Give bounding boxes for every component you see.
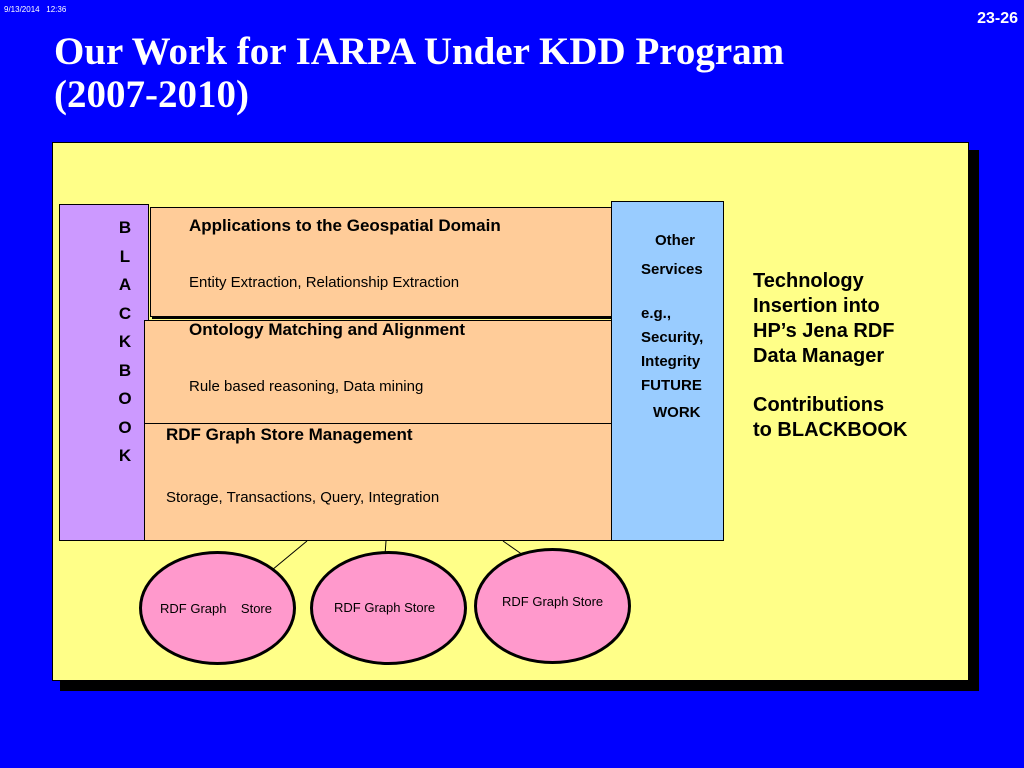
- other-services-line: Services: [641, 261, 703, 278]
- blackbook-letter: O: [118, 417, 132, 437]
- blackbook-letter: L: [119, 246, 131, 266]
- rdf-store-layer-subtitle: Storage, Transactions, Query, Integration: [166, 489, 440, 506]
- blackbook-letter: B: [118, 218, 132, 237]
- datestamp: 9/13/2014 12:36: [4, 5, 67, 14]
- other-services-line: Integrity: [641, 353, 701, 370]
- technology-insertion-line: Data Manager: [753, 345, 885, 367]
- rdf-graph-store-3-label: RDF Graph Store: [502, 594, 604, 609]
- other-services-box: [611, 201, 724, 541]
- technology-insertion-note: [753, 269, 895, 369]
- blackbook-letter: K: [118, 332, 132, 351]
- other-services-line: WORK: [653, 404, 701, 421]
- blackbook-letters: [110, 214, 140, 471]
- blackbook-letter: A: [118, 275, 132, 294]
- contributions-note: [753, 393, 907, 443]
- technology-insertion-line: Technology: [753, 270, 864, 292]
- rdf-graph-store-1-label: RDF Graph Store: [160, 601, 272, 616]
- applications-layer-subtitle: Entity Extraction, Relationship Extraction: [189, 274, 460, 291]
- ontology-layer-subtitle: Rule based reasoning, Data mining: [189, 378, 424, 395]
- blackbook-letter: B: [118, 360, 132, 380]
- contributions-line: Contributions: [753, 394, 885, 416]
- other-services-line: Other: [655, 232, 696, 249]
- contributions-line: to BLACKBOOK: [753, 419, 908, 441]
- applications-layer-title: Applications to the Geospatial Domain: [189, 216, 501, 235]
- slide-title-line2: (2007-2010): [54, 73, 249, 116]
- ontology-layer-title: Ontology Matching and Alignment: [189, 320, 466, 339]
- blackbook-letter: O: [118, 389, 132, 408]
- other-services-line: FUTURE: [641, 377, 702, 394]
- other-services-line: e.g.,: [641, 305, 672, 322]
- page-number: 23-26: [977, 10, 1018, 27]
- slide-title-line1: Our Work for IARPA Under KDD Program: [54, 30, 785, 73]
- rdf-store-layer-title: RDF Graph Store Management: [166, 425, 413, 444]
- technology-insertion-line: HP’s Jena RDF: [753, 320, 895, 342]
- connector-store-1: [272, 541, 307, 570]
- technology-insertion-line: Insertion into: [753, 295, 880, 317]
- blackbook-letter: C: [118, 303, 132, 323]
- other-services-line: Security,: [641, 329, 704, 346]
- rdf-graph-store-2-label: RDF Graph Store: [334, 600, 436, 615]
- blackbook-letter: K: [118, 446, 132, 465]
